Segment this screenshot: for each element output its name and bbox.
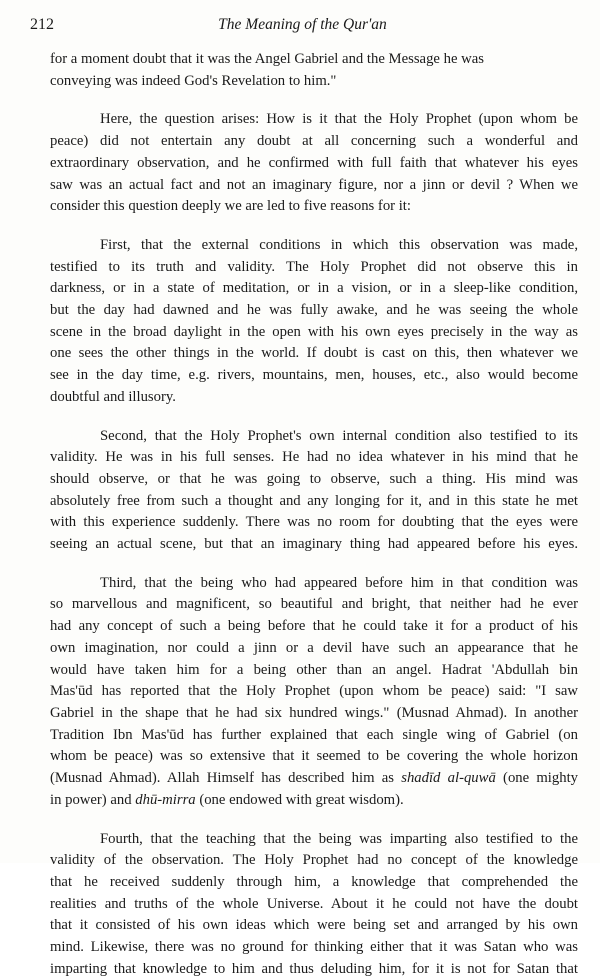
page-header bbox=[30, 16, 575, 38]
text-line: but the day had dawned and he was fully awake, and he was seeing the whole bbox=[50, 300, 578, 322]
paragraph-continuation bbox=[50, 49, 578, 92]
text-line-with-italic bbox=[50, 790, 578, 812]
text-line: darkness, or in a state of meditation, or in a vision, or in a sleep-like condition, bbox=[50, 278, 578, 300]
text-line: so marvellous and magnificent, so beautiful and bright, that neither had he ever bbox=[50, 594, 578, 616]
text-fragment: (one mighty bbox=[503, 770, 578, 786]
text-fragment: in power) and bbox=[50, 792, 132, 808]
text-line: scene in the broad daylight in the open with his own eyes precisely in the way as bbox=[50, 322, 578, 344]
text-line: with this experience suddenly. There was no room for doubting that the eyes were bbox=[50, 512, 578, 534]
italic-term: shadīd al-quwā bbox=[401, 770, 496, 786]
paragraph-third-reason bbox=[50, 573, 578, 812]
text-line-with-italic bbox=[50, 768, 578, 790]
italic-term: dhū-mirra bbox=[135, 792, 195, 808]
text-line: mind. Likewise, there was no ground for thinking either that it was Satan who was bbox=[50, 937, 578, 959]
text-line: Mas'ūd has reported that the Holy Prophet (upon whom be peace) said: "I saw bbox=[50, 681, 578, 703]
text-line: imparting that knowledge to him and thus deluding him, for it is not for Satan that bbox=[50, 959, 578, 980]
text-line: that he received suddenly through him, a knowledge that comprehended the bbox=[50, 872, 578, 894]
text-line: Gabriel in the shape that he had six hundred wings." (Musnad Ahmad). In another bbox=[50, 703, 578, 725]
text-line: doubtful and illusory. bbox=[50, 387, 578, 409]
text-line: Second, that the Holy Prophet's own internal condition also testified to its bbox=[50, 426, 578, 448]
paragraph-question bbox=[50, 109, 578, 218]
text-line: that it consisted of his own ideas which were being set and arranged by his own bbox=[50, 915, 578, 937]
text-line: peace) did not entertain any doubt at all concerning such a wonderful and bbox=[50, 131, 578, 153]
text-line: extraordinary observation, and he confirmed with full faith that whatever his eyes bbox=[50, 153, 578, 175]
text-fragment: (one endowed with great wisdom). bbox=[199, 792, 403, 808]
paragraph-fourth-reason bbox=[50, 829, 578, 980]
text-line: would have taken him for a being other than an angel. Hadrat 'Abdullah bin bbox=[50, 660, 578, 682]
text-line: First, that the external conditions in which this observation was made, bbox=[50, 235, 578, 257]
text-line: had any concept of such a being before that he could take it for a product of his bbox=[50, 616, 578, 638]
page-body bbox=[50, 49, 578, 980]
text-fragment: (Musnad Ahmad). Allah Himself has described him as bbox=[50, 770, 394, 786]
text-line: for a moment doubt that it was the Angel Gabriel and the Message he was bbox=[50, 49, 578, 71]
text-line: validity of the observation. The Holy Prophet had no concept of the knowledge bbox=[50, 850, 578, 872]
text-line: absolutely free from such a thought and any longing for it, and in this state he met bbox=[50, 491, 578, 513]
running-title: The Meaning of the Qur'an bbox=[30, 16, 575, 34]
paragraph-second-reason bbox=[50, 426, 578, 556]
page-number: 212 bbox=[30, 16, 54, 34]
text-line: Tradition Ibn Mas'ūd has further explained that each single wing of Gabriel (on bbox=[50, 725, 578, 747]
text-line: own imagination, nor could a jinn or a devil have such an appearance that he bbox=[50, 638, 578, 660]
text-line: consider this question deeply we are led to five reasons for it: bbox=[50, 196, 578, 218]
text-line: one sees the other things in the world. If doubt is cast on this, then whatever we bbox=[50, 343, 578, 365]
text-line: saw was an actual fact and not an imaginary figure, nor a jinn or devil ? When we bbox=[50, 175, 578, 197]
text-line: see in the day time, e.g. rivers, mountains, men, houses, etc., also would become bbox=[50, 365, 578, 387]
text-line: realities and truths of the whole Universe. About it he could not have the doubt bbox=[50, 894, 578, 916]
text-line: should observe, or that he was going to observe, such a thing. His mind was bbox=[50, 469, 578, 491]
text-line: seeing an actual scene, but that an imaginary thing had appeared before his eyes. bbox=[50, 534, 578, 556]
text-line: validity. He was in his full senses. He had no idea whatever in his mind that he bbox=[50, 447, 578, 469]
paragraph-first-reason bbox=[50, 235, 578, 409]
text-line: conveying was indeed God's Revelation to him." bbox=[50, 71, 578, 93]
text-line: Here, the question arises: How is it that the Holy Prophet (upon whom be bbox=[50, 109, 578, 131]
text-line: Third, that the being who had appeared before him in that condition was bbox=[50, 573, 578, 595]
text-line: testified to its truth and validity. The Holy Prophet did not observe this in bbox=[50, 257, 578, 279]
text-line: whom be peace) was so extensive that it seemed to be covering the whole horizon bbox=[50, 746, 578, 768]
text-line: Fourth, that the teaching that the being was imparting also testified to the bbox=[50, 829, 578, 851]
